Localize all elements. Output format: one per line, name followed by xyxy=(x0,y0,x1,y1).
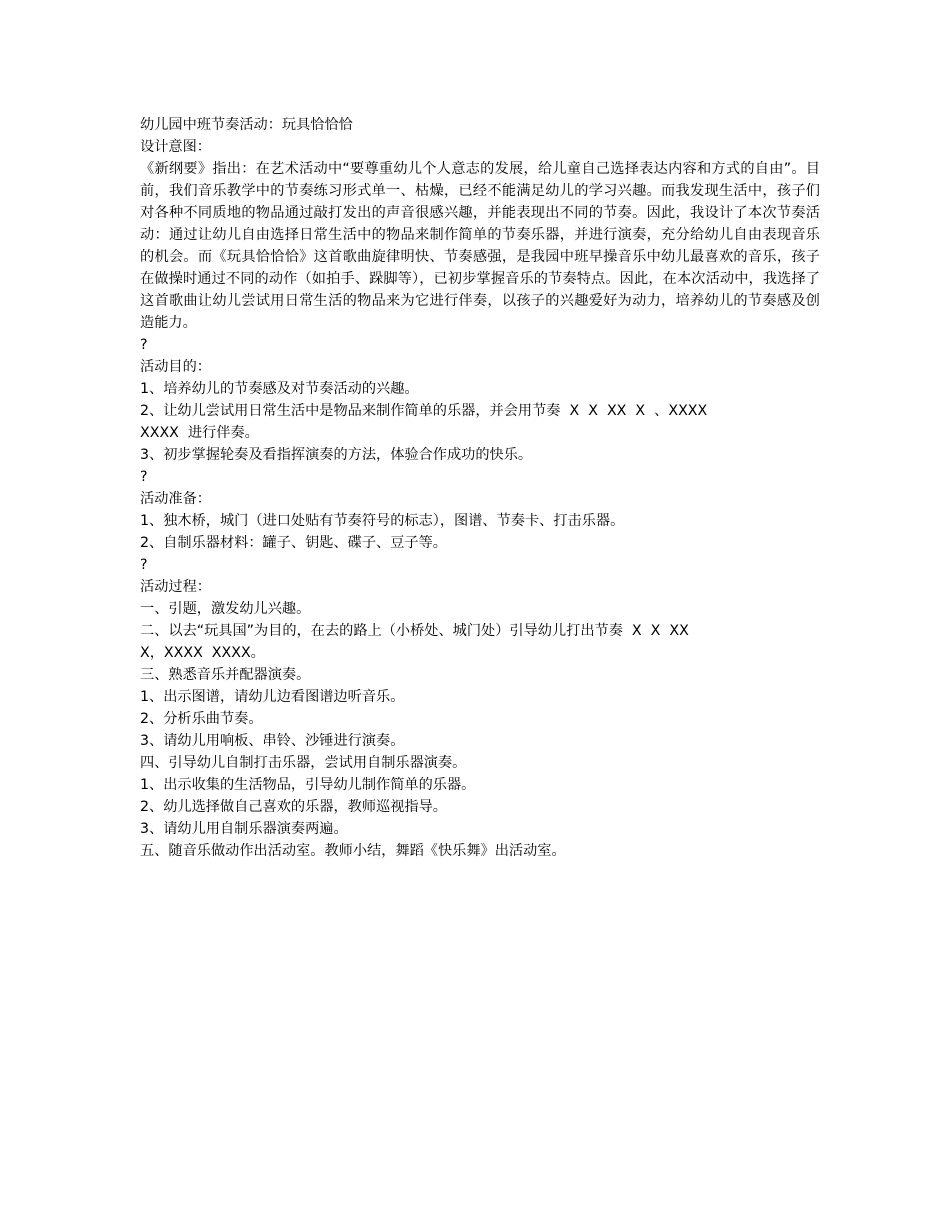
goal-item-continued: XXXX 进行伴奏。 xyxy=(140,425,259,441)
process-step: 五、随音乐做动作出活动室。教师小结，舞蹈《快乐舞》出活动室。 xyxy=(140,843,566,859)
prep-item: 2、自制乐器材料：罐子、钥匙、碟子、豆子等。 xyxy=(140,535,447,551)
document-body xyxy=(140,114,820,862)
process-substep: 1、出示收集的生活物品，引导幼儿制作简单的乐器。 xyxy=(140,777,476,793)
goals-heading: 活动目的： xyxy=(140,359,211,375)
document-title: 幼儿园中班节奏活动：玩具恰恰恰 xyxy=(140,117,353,133)
process-step-continued: X，XXXX XXXX。 xyxy=(140,645,265,661)
process-substep: 1、出示图谱，请幼儿边看图谱边听音乐。 xyxy=(140,689,405,705)
separator-mark: ? xyxy=(140,337,148,353)
goal-item: 1、培养幼儿的节奏感及对节奏活动的兴趣。 xyxy=(140,381,419,397)
process-step: 三、熟悉音乐并配器演奏。 xyxy=(140,667,311,683)
design-heading: 设计意图： xyxy=(140,139,211,155)
process-substep: 2、分析乐曲节奏。 xyxy=(140,711,263,727)
process-step: 四、引导幼儿自制打击乐器，尝试用自制乐器演奏。 xyxy=(140,755,467,771)
design-paragraph: 《新纲要》指出：在艺术活动中“要尊重幼儿个人意志的发展，给儿童自己选择表达内容和方式的自由”。目前，我们音乐教学中的节奏练习形式单一、枯燥，已经不能满足幼儿的学习兴趣。而我发现生活中，孩子们对各种不同质地的物品通过敲打发出的声音很感兴趣，并能表现出不同的节奏。因此，我设计了本次节奏活动：通过让幼儿自由选择日常生活中的物品来制作简单的节奏乐器，并进行演奏，充分给幼儿自由表现音乐的机会。而《玩具恰恰恰》这首歌曲旋律明快、节奏感强，是我园中班早操音乐中幼儿最喜欢的音乐，孩子在做操时通过不同的动作（如拍手、跺脚等），已初步掌握音乐的节奏特点。因此，在本次活动中，我选择了这首歌曲让幼儿尝试用日常生活的物品来为它进行伴奏，以孩子的兴趣爱好为动力，培养幼儿的节奏感及创造能力。 xyxy=(140,161,820,331)
process-step: 二、以去“玩具国”为目的，在去的路上（小桥处、城门处）引导幼儿打出节奏 X X XX xyxy=(140,623,689,639)
process-substep: 2、幼儿选择做自己喜欢的乐器，教师巡视指导。 xyxy=(140,799,447,815)
goal-item: 2、让幼儿尝试用日常生活中是物品来制作简单的乐器，并会用节奏 X X XX X 、XXXX xyxy=(140,403,708,419)
prep-heading: 活动准备： xyxy=(140,491,211,507)
separator-mark: ? xyxy=(140,469,148,485)
process-step: 一、引题，激发幼儿兴趣。 xyxy=(140,601,311,617)
prep-item: 1、独木桥，城门（进口处贴有节奏符号的标志），图谱、节奏卡、打击乐器。 xyxy=(140,513,625,529)
separator-mark: ? xyxy=(140,557,148,573)
process-substep: 3、请幼儿用响板、串铃、沙锤进行演奏。 xyxy=(140,733,405,749)
process-heading: 活动过程： xyxy=(140,579,211,595)
process-substep: 3、请幼儿用自制乐器演奏两遍。 xyxy=(140,821,348,837)
goal-item: 3、初步掌握轮奏及看指挥演奏的方法，体验合作成功的快乐。 xyxy=(140,447,533,463)
